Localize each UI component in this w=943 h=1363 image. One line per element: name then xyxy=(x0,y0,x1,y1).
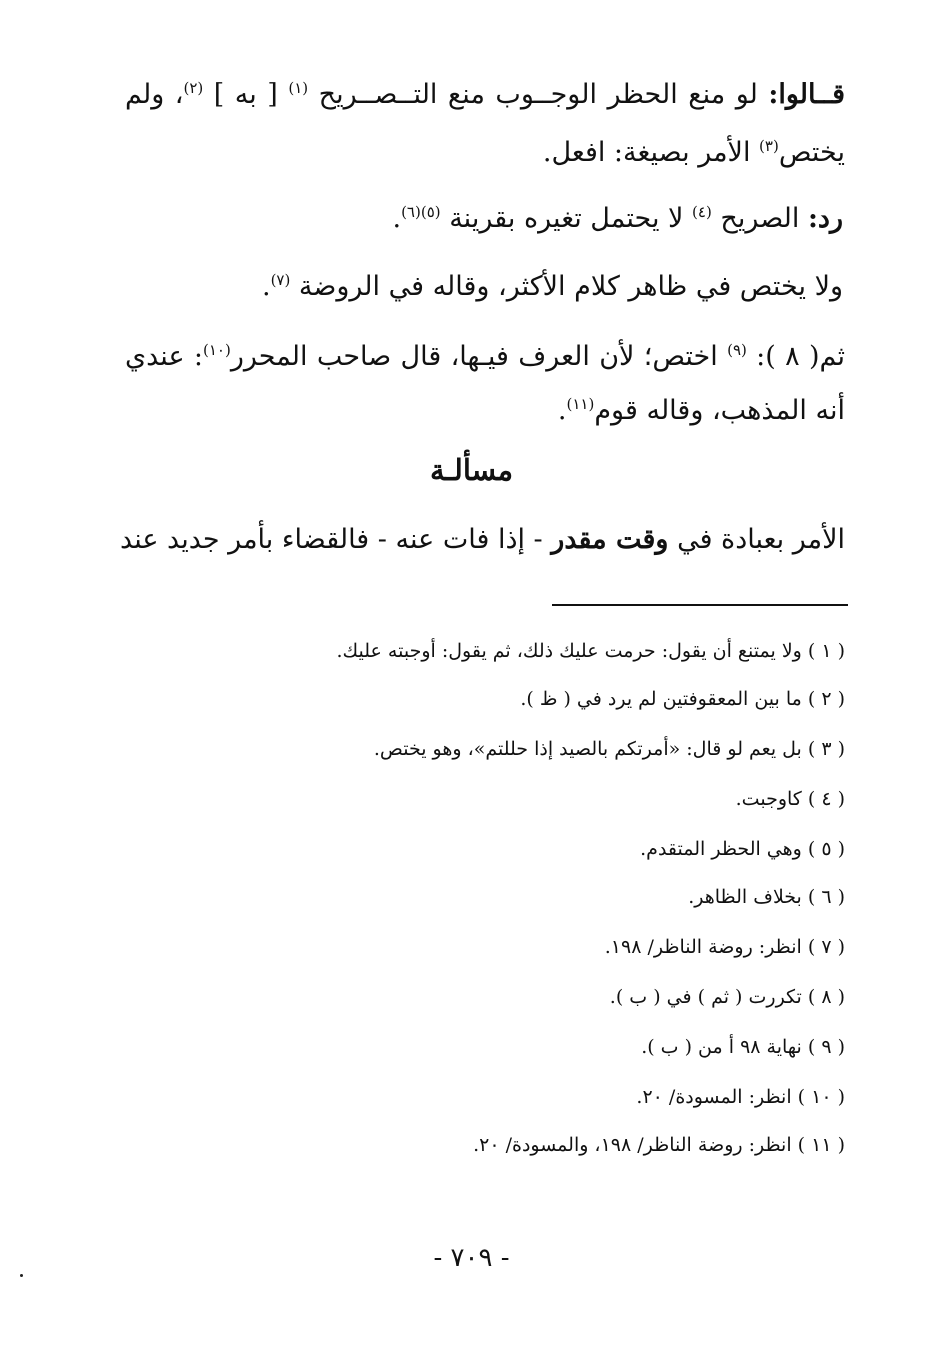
footnote-8: ( ٨ ) تكررت ( ثم ) في ( ب ). xyxy=(609,986,845,1008)
footnote-6: ( ٦ ) بخلاف الظاهر. xyxy=(688,886,845,908)
page-number: - ٧٠٩ - xyxy=(433,1243,510,1273)
footnote-ref-9[interactable]: (٩) xyxy=(727,341,747,359)
footnote-7: ( ٧ ) انظر: روضة الناظر/ ١٩٨. xyxy=(604,936,845,958)
body-line-5: ثم( ٨ ): $^{(٩)}$ اختص؛ لأن العرف فيـها، قال صاحب المحرر$^{(١٠)}$: عندي xyxy=(125,341,845,372)
footnote-5: ( ٥ ) وهي الحظر المتقدم. xyxy=(640,838,845,860)
footnote-ref-5[interactable]: (٥) xyxy=(420,203,441,221)
footnote-ref-4[interactable]: (٤) xyxy=(692,203,712,221)
footnote-ref-1[interactable]: (١) xyxy=(288,79,309,97)
footnote-11: ( ١١ ) انظر: روضة الناظر/ ١٩٨، والمسودة/ ٢٠. xyxy=(473,1134,845,1156)
section-heading: مسألـة xyxy=(429,453,514,487)
footnote-3: ( ٣ ) بل يعم لو قال: «أمرتكم بالصيد إذا حللتم»، وهو يختص. xyxy=(373,738,845,760)
body-line-7: الأمر بعبادة في وقت مقدر - إذا فات عنه - فالقضاء بأمر جديد عند xyxy=(120,524,845,555)
body-line-6: أنه المذهب، وقاله قوم$^{(١١)}$. xyxy=(557,395,845,426)
footnote-ref-3[interactable]: (٣) xyxy=(759,137,779,155)
footnote-ref-11[interactable]: (١١) xyxy=(566,395,595,413)
footnote-10: ( ١٠ ) انظر: المسودة/ ٢٠. xyxy=(636,1086,845,1108)
footnote-separator xyxy=(552,604,848,606)
footnote-4: ( ٤ ) كاوجبت. xyxy=(735,788,845,810)
footnote-ref-7[interactable]: (٧) xyxy=(270,271,291,289)
footnote-ref-10[interactable]: (١٠) xyxy=(202,341,231,359)
footnote-9: ( ٩ ) نهاية ٩٨ أ من ( ب ). xyxy=(641,1036,845,1058)
footnote-ref-2[interactable]: (٢) xyxy=(183,79,204,97)
footnote-1: ( ١ ) ولا يمتنع أن يقول: حرمت عليك ذلك، ثم يقول: أوجبته عليك. xyxy=(336,640,845,662)
body-line-4: ولا يختص في ظاهر كلام الأكثر، وقاله في الروضة $^{(٧)}$. xyxy=(261,271,843,302)
footnote-ref-6[interactable]: (٦) xyxy=(401,203,421,221)
footnote-2: ( ٢ ) ما بين المعقوفتين لم يرد في ( ظ ). xyxy=(520,688,845,710)
bold-phrase: وقت مقدر xyxy=(551,524,669,555)
body-line-2: يختص$^{(٣)}$ الأمر بصيغة: افعل. xyxy=(542,137,845,168)
radd-label: رد: xyxy=(807,203,843,234)
body-line-3: رد: الصريح $^{(٤)}$ لا يحتمل تغيره بقرينة $^{(٥)(٦)}$. xyxy=(392,203,843,234)
footnote-ref-8[interactable]: ( ٨ ) xyxy=(765,341,820,372)
qalu-label: قــالوا: xyxy=(768,79,845,110)
body-line-1: قــالوا: لو منع الحظر الوجــوب منع التــصــريح $^{(١)}$ [ به ] $^{(٢)}$، ولم xyxy=(125,79,845,110)
scan-speck xyxy=(20,1274,23,1277)
